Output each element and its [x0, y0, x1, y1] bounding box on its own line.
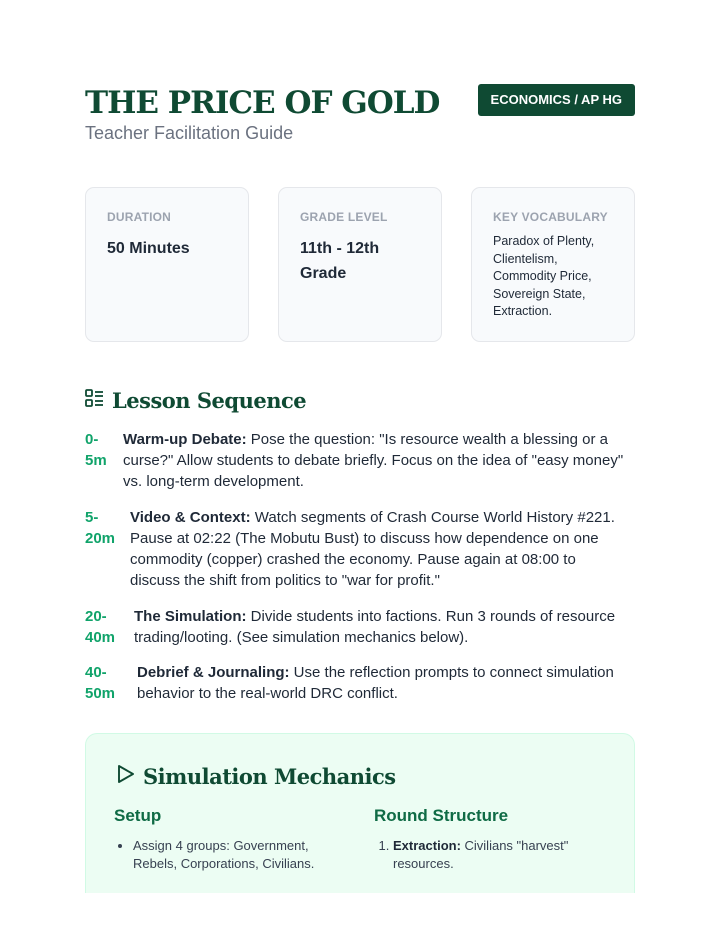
sequence-item	[85, 662, 645, 704]
sequence-item	[85, 429, 645, 492]
grade-level-value	[300, 236, 420, 286]
vocab-term: Commodity Price,	[493, 269, 592, 283]
time-range: 40- 50m	[85, 664, 116, 702]
section-title: Simulation Mechanics	[143, 764, 396, 789]
card-label: GRADE LEVEL	[300, 210, 388, 224]
vocab-term: Sovereign State,	[493, 286, 586, 301]
header	[85, 84, 635, 144]
page-subtitle: Teacher Facilitation Guide	[85, 123, 294, 143]
sequence-description: Video & Context: Watch segments of Crash Course World History #221. Pause at 02:22 (The Mobutu Bust) to discuss how dependence on one commodity (copper) crashed the economy. Pause again at 08:00 to discuss the shift from politics to "war for profit."	[130, 509, 615, 589]
list-item: • Assign 4 groups: Government, Rebels, Corporations, Civilians.	[133, 837, 353, 872]
sequence-item	[85, 606, 645, 648]
setup-heading: Setup	[114, 806, 162, 825]
step-title: Warm-up Debate:	[123, 431, 247, 448]
time-range: 20- 40m	[85, 608, 116, 646]
lesson-sequence-heading	[85, 388, 306, 413]
step-title: The Simulation:	[134, 608, 247, 625]
vocab-term: Paradox of Plenty,	[493, 234, 595, 248]
round-structure-heading: Round Structure	[374, 806, 509, 825]
duration-value: 50 Minutes	[107, 240, 190, 257]
step-title: Video & Context:	[130, 509, 251, 526]
list-icon	[85, 389, 104, 413]
time-range: 0- 5m	[85, 431, 107, 469]
time-range: 5- 20m	[85, 509, 116, 547]
section-title: Lesson Sequence	[112, 388, 307, 413]
sequence-item	[85, 507, 645, 591]
duration-card	[85, 187, 249, 342]
subject-badge: ECONOMICS / AP HG	[478, 84, 635, 116]
info-cards	[85, 187, 635, 344]
vocab-term: Extraction.	[493, 304, 553, 318]
page-title: THE PRICE OF GOLD	[85, 85, 440, 121]
simulation-heading	[116, 764, 396, 789]
list-item: 1. Extraction: Civilians "harvest" resources.	[393, 837, 613, 872]
step-title: Debrief & Journaling:	[137, 664, 290, 681]
grade-level-card	[278, 187, 442, 342]
round-structure-list	[376, 837, 613, 872]
vocab-term: Clientelism,	[493, 251, 558, 266]
play-icon	[116, 764, 135, 789]
setup-list	[116, 837, 353, 872]
sequence-description: Warm-up Debate: Pose the question: "Is resource wealth a blessing or a curse?" Allow students to debate briefly. Focus on the idea of "easy money" vs. long-term development.	[123, 431, 624, 490]
vocabulary-card	[471, 187, 635, 342]
card-label: KEY VOCABULARY	[493, 210, 608, 224]
sequence-description: Debrief & Journaling: Use the reflection prompts to connect simulation behavior to the real-world DRC conflict.	[137, 664, 614, 702]
simulation-mechanics-panel	[85, 733, 635, 893]
grade-line-1: 11th - 12th	[300, 240, 380, 257]
vocabulary-list	[493, 233, 613, 321]
sequence-description: The Simulation: Divide students into factions. Run 3 rounds of resource trading/looting. (See simulation mechanics below).	[134, 608, 616, 646]
card-label: DURATION	[107, 210, 172, 224]
grade-line-2: Grade	[300, 265, 347, 282]
